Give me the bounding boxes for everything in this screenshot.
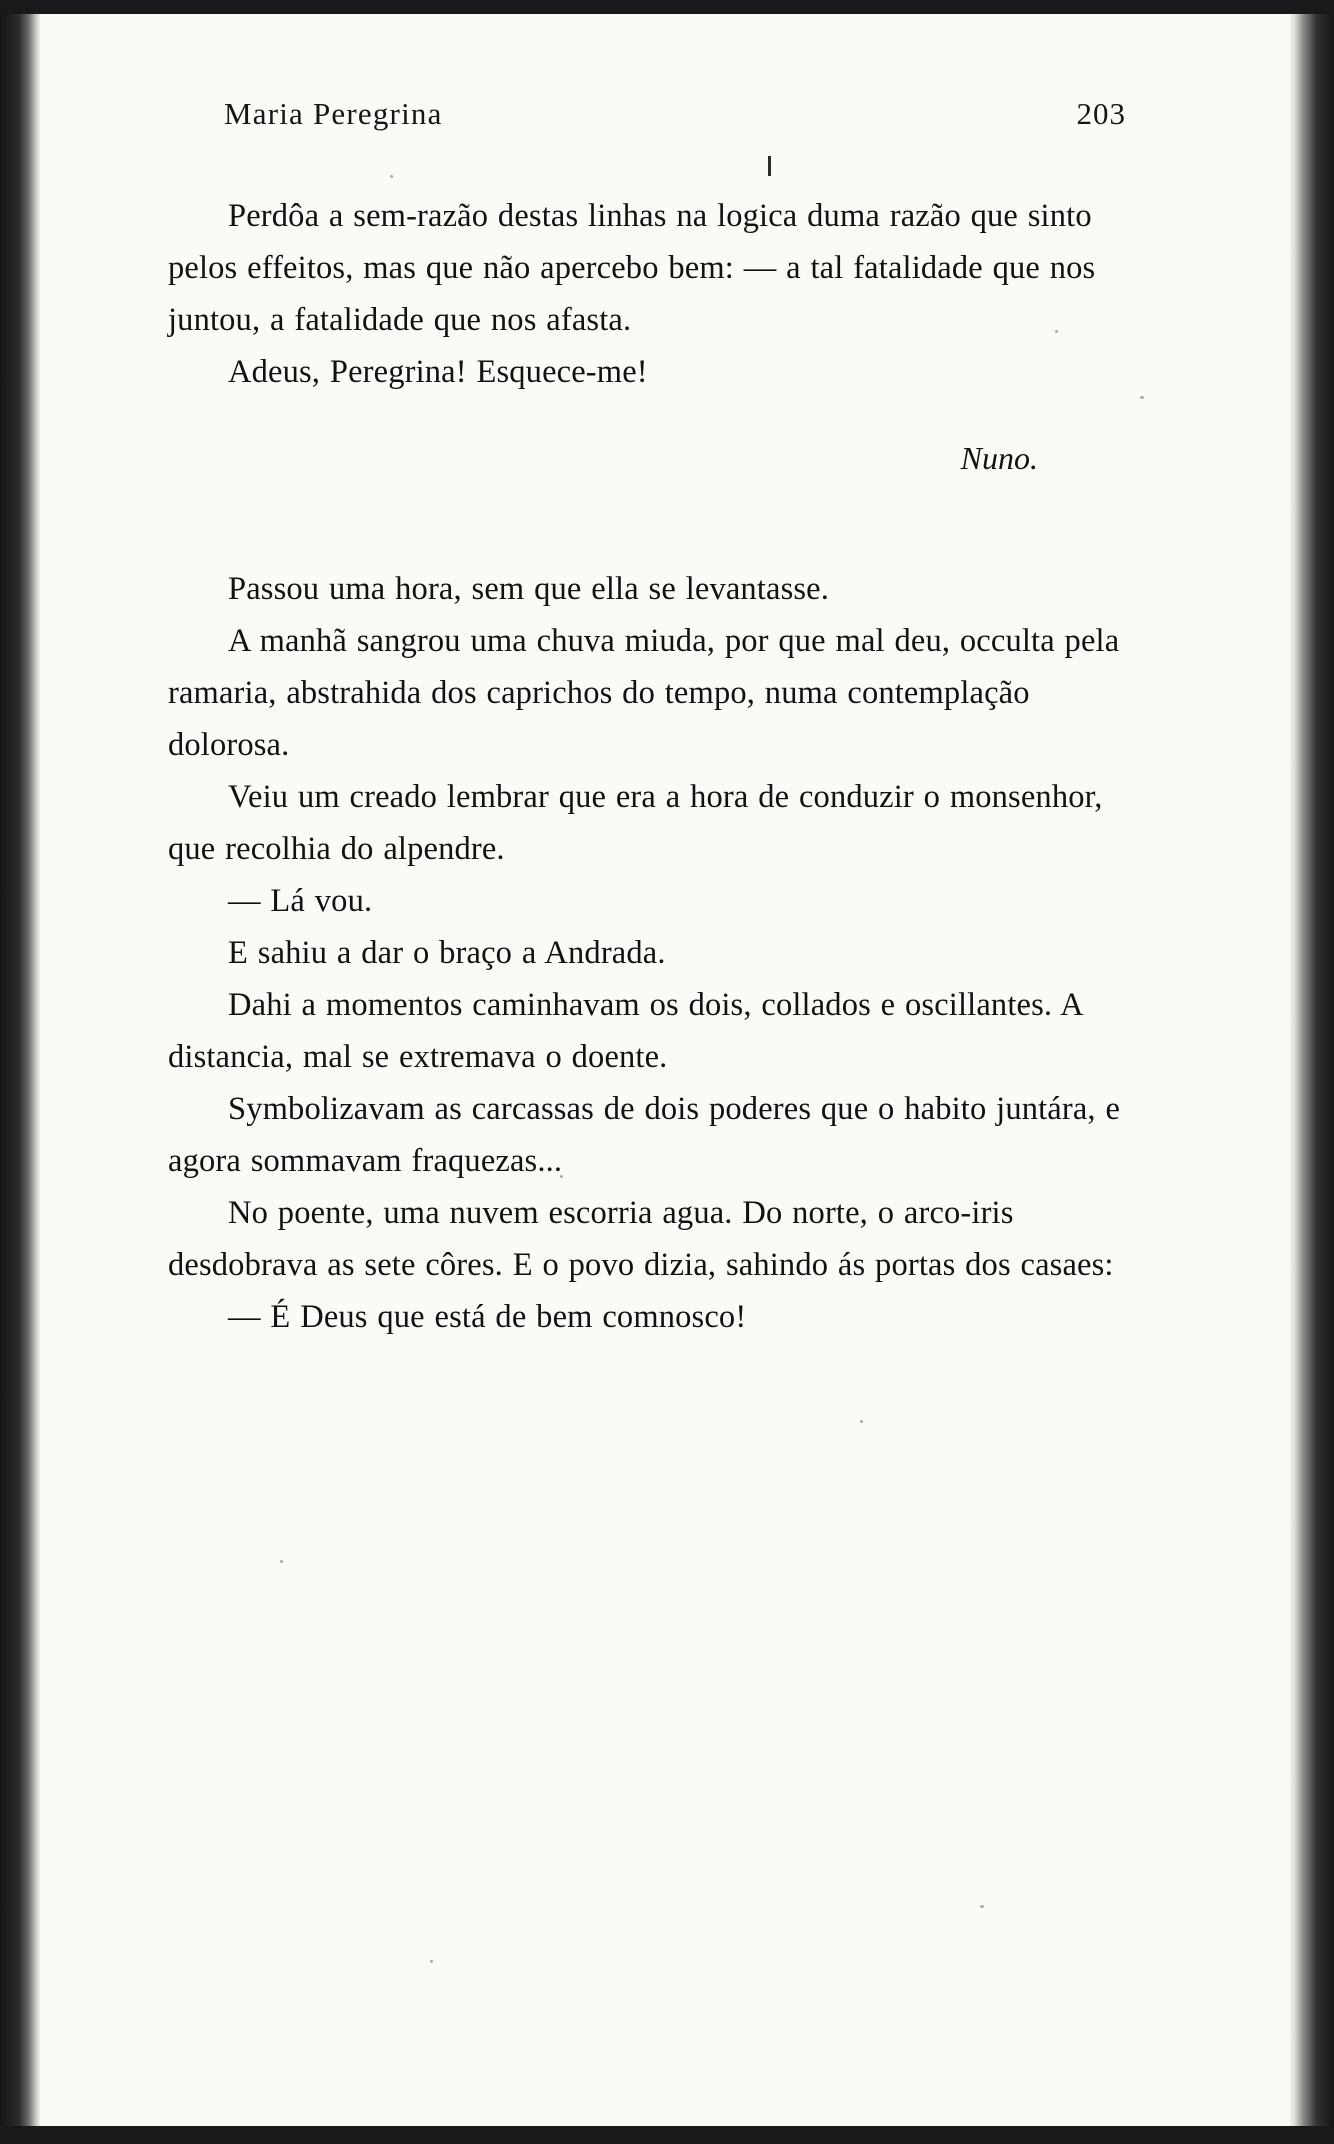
running-head <box>168 96 1148 132</box>
paragraph-8: Dahi a momentos caminhavam os dois, collados e oscillantes. A distancia, mal se extremava o doente. <box>168 987 1082 1075</box>
section-gap <box>168 477 1148 563</box>
page-number: 203 <box>1076 96 1126 131</box>
scan-edge-right <box>1290 0 1334 2144</box>
paragraph-3: Passou uma hora, sem que ella se levantasse. <box>228 571 830 607</box>
paragraph-2: Adeus, Peregrina! Esquece-me! <box>228 354 648 390</box>
paragraph-7: E sahiu a dar o braço a Andrada. <box>228 935 666 971</box>
paragraph-10: No poente, uma nuvem escorria agua. Do norte, o arco-iris desdobrava as sete côres. E o povo dizia, sahindo ás portas dos casaes: <box>168 1195 1114 1283</box>
text-column <box>168 96 1148 1343</box>
paragraph-11: — É Deus que está de bem comnosco! <box>228 1299 747 1335</box>
letter-signature: Nuno. <box>960 440 1038 476</box>
scan-edge-left <box>0 0 40 2144</box>
scan-edge-top <box>0 0 1334 14</box>
paragraph-1: Perdôa a sem-razão destas linhas na logica duma razão que sinto pelos effeitos, mas que não apercebo bem: — a tal fatalidade que nos juntou, a fatalidade que nos afasta. <box>168 198 1096 338</box>
paragraph-6: — Lá vou. <box>228 883 373 919</box>
paragraph-4: A manhã sangrou uma chuva miuda, por que mal deu, occulta pela ramaria, abstrahida dos caprichos do tempo, numa contemplação dolorosa. <box>168 623 1120 763</box>
page-title: Maria Peregrina <box>224 96 443 131</box>
printers-tick-mark <box>768 156 771 176</box>
paragraph-9: Symbolizavam as carcassas de dois poderes que o habito juntára, e agora sommavam fraquezas... <box>168 1091 1121 1179</box>
scan-edge-bottom <box>0 2126 1334 2144</box>
paragraph-5: Veiu um creado lembrar que era a hora de conduzir o monsenhor, que recolhia do alpendre. <box>168 779 1103 867</box>
